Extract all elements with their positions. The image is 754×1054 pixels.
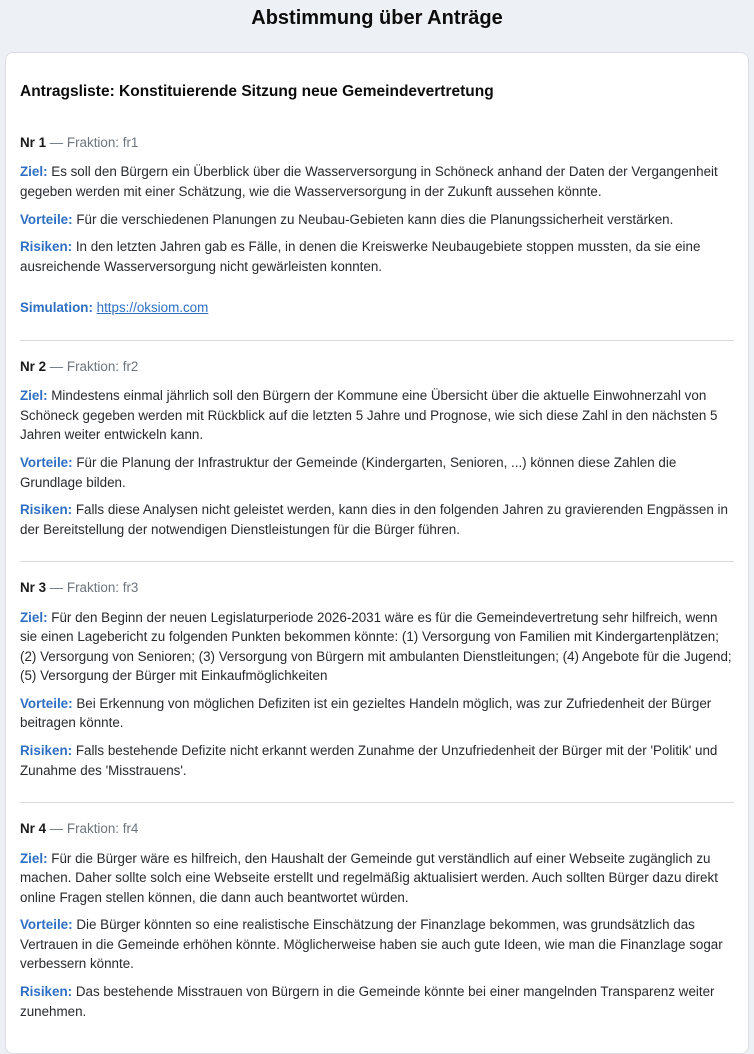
motion-block-1 <box>20 133 734 318</box>
motion-vorteile <box>20 210 734 230</box>
risiken-text: Das bestehende Misstrauen von Bürgern in die Gemeinde könnte bei einer mangelnden Transparenz weiter zunehmen. <box>20 983 715 1019</box>
vorteile-label: Vorteile: <box>20 211 73 227</box>
risiken-text: In den letzten Jahren gab es Fälle, in denen die Kreiswerke Neubaugebiete stoppen mussten, da sie eine ausreichende Wasserversorgung nicht gewärleisten konnten. <box>20 239 701 274</box>
motion-number: Nr 3 <box>20 580 47 596</box>
simulation-label: Simulation: <box>20 300 93 316</box>
motion-divider <box>20 340 734 341</box>
motion-divider <box>20 561 734 562</box>
motion-simulation <box>20 298 734 318</box>
motion-block-3 <box>20 578 734 780</box>
card-title: Antragsliste: Konstituierende Sitzung neue Gemeindevertretung <box>20 83 494 100</box>
vorteile-text: Für die Planung der Infrastruktur der Gemeinde (Kindergarten, Senioren, ...) können diese Zahlen die Grundlage bilden. <box>20 454 677 490</box>
motion-number: Nr 1 <box>20 135 47 150</box>
motion-fraktion: — Fraktion: fr1 <box>49 135 139 150</box>
vorteile-label: Vorteile: <box>20 454 73 470</box>
motion-fraktion: — Fraktion: fr2 <box>49 358 139 374</box>
motion-risiken <box>20 982 734 1021</box>
risiken-label: Risiken: <box>20 239 73 255</box>
vorteile-text: Für die verschiedenen Planungen zu Neubau-Gebieten kann dies die Planungssicherheit verstärken. <box>76 211 674 227</box>
motion-header <box>20 357 734 376</box>
ziel-label: Ziel: <box>20 609 48 625</box>
motion-risiken <box>20 237 734 276</box>
ziel-text: Für den Beginn der neuen Legislaturperiode 2026-2031 wäre es für die Gemeindevertretung sehr hilfreich, wenn sie einen Lagebericht zu folgenden Punkten bekommen könnte: (1) Versorgung von Familien mit Kindergartenplätzen; (2) Versorgung von Senioren; (3) Versorgung von Bürgern mit ambulanten Dienstleitungen; (4) Angebote für die Jugend; (5) Versorgung der Bürger mit Einkaufmöglichkeiten <box>20 609 732 684</box>
risiken-text: Falls diese Analysen nicht geleistet werden, kann dies in den folgenden Jahren zu gravierenden Engpässen in der Bereitstellung der notwendigen Dienstleistungen für die Bürger führen. <box>20 502 728 537</box>
motions-card <box>5 52 749 1054</box>
ziel-label: Ziel: <box>20 850 48 866</box>
motion-header <box>20 133 734 152</box>
page-title: Abstimmung über Anträge <box>251 7 503 29</box>
risiken-label: Risiken: <box>20 502 73 518</box>
risiken-text: Falls bestehende Defizite nicht erkannt werden Zunahme der Unzufriedenheit der Bürger mit der 'Politik' und Zunahme des 'Misstrauens'. <box>20 743 718 778</box>
motion-divider <box>20 802 734 803</box>
motion-block-2 <box>20 357 734 539</box>
risiken-label: Risiken: <box>20 983 73 999</box>
risiken-label: Risiken: <box>20 743 73 758</box>
motion-fraktion: — Fraktion: fr3 <box>49 580 139 596</box>
motion-vorteile <box>20 915 734 974</box>
motion-vorteile <box>20 694 734 733</box>
vorteile-label: Vorteile: <box>20 695 73 711</box>
motion-number: Nr 2 <box>20 358 47 374</box>
motion-vorteile <box>20 453 734 492</box>
motion-risiken <box>20 741 734 780</box>
motion-ziel <box>20 162 734 201</box>
motion-risiken <box>20 500 734 539</box>
ziel-text: Es soll den Bürgern ein Überblick über die Wasserversorgung in Schöneck anhand der Daten der Vergangenheit gegeben werden mit einer Schätzung, wie die Wasserversorgung in der Zukunft aussehen könnte. <box>20 164 718 199</box>
vorteile-text: Bei Erkennung von möglichen Defiziten ist ein gezieltes Handeln möglich, was zur Zufriedenheit der Bürger beitragen könnte. <box>20 695 712 731</box>
vorteile-label: Vorteile: <box>20 917 73 933</box>
motion-fraktion: — Fraktion: fr4 <box>49 821 139 837</box>
motion-ziel <box>20 849 734 908</box>
ziel-text: Für die Bürger wäre es hilfreich, den Haushalt der Gemeinde gut verständlich auf einer Webseite zugänglich zu machen. Daher sollte solch eine Webseite erstellt und regelmäßig aktualisiert werden. Auch sollten Bürger dazu direkt online Fragen stellen können, die dann auch beantwortet würden. <box>20 850 718 905</box>
motion-header <box>20 819 734 838</box>
ziel-label: Ziel: <box>20 388 48 404</box>
page-header <box>0 0 754 30</box>
ziel-text: Mindestens einmal jährlich soll den Bürgern der Kommune eine Übersicht über die aktuelle Einwohnerzahl von Schöneck gegeben werden mit Rückblick auf die letzten 5 Jahre und Prognose, wie sich diese Zahl in den nächsten 5 Jahren weiter entwickeln kann. <box>20 388 718 443</box>
motion-header <box>20 578 734 597</box>
simulation-link[interactable]: https://oksiom.com <box>96 300 209 316</box>
motion-block-4 <box>20 819 734 1021</box>
motion-ziel <box>20 386 734 445</box>
motion-number: Nr 4 <box>20 821 47 837</box>
ziel-label: Ziel: <box>20 164 48 180</box>
vorteile-text: Die Bürger könnten so eine realistische Einschätzung der Finanzlage bekommen, was grundsätzlich das Vertrauen in die Gemeinde erhöhen könnte. Möglicherweise haben sie auch gute Ideen, wie man die Finanzlage sogar verbessern könnte. <box>20 917 723 972</box>
motion-ziel <box>20 608 734 686</box>
